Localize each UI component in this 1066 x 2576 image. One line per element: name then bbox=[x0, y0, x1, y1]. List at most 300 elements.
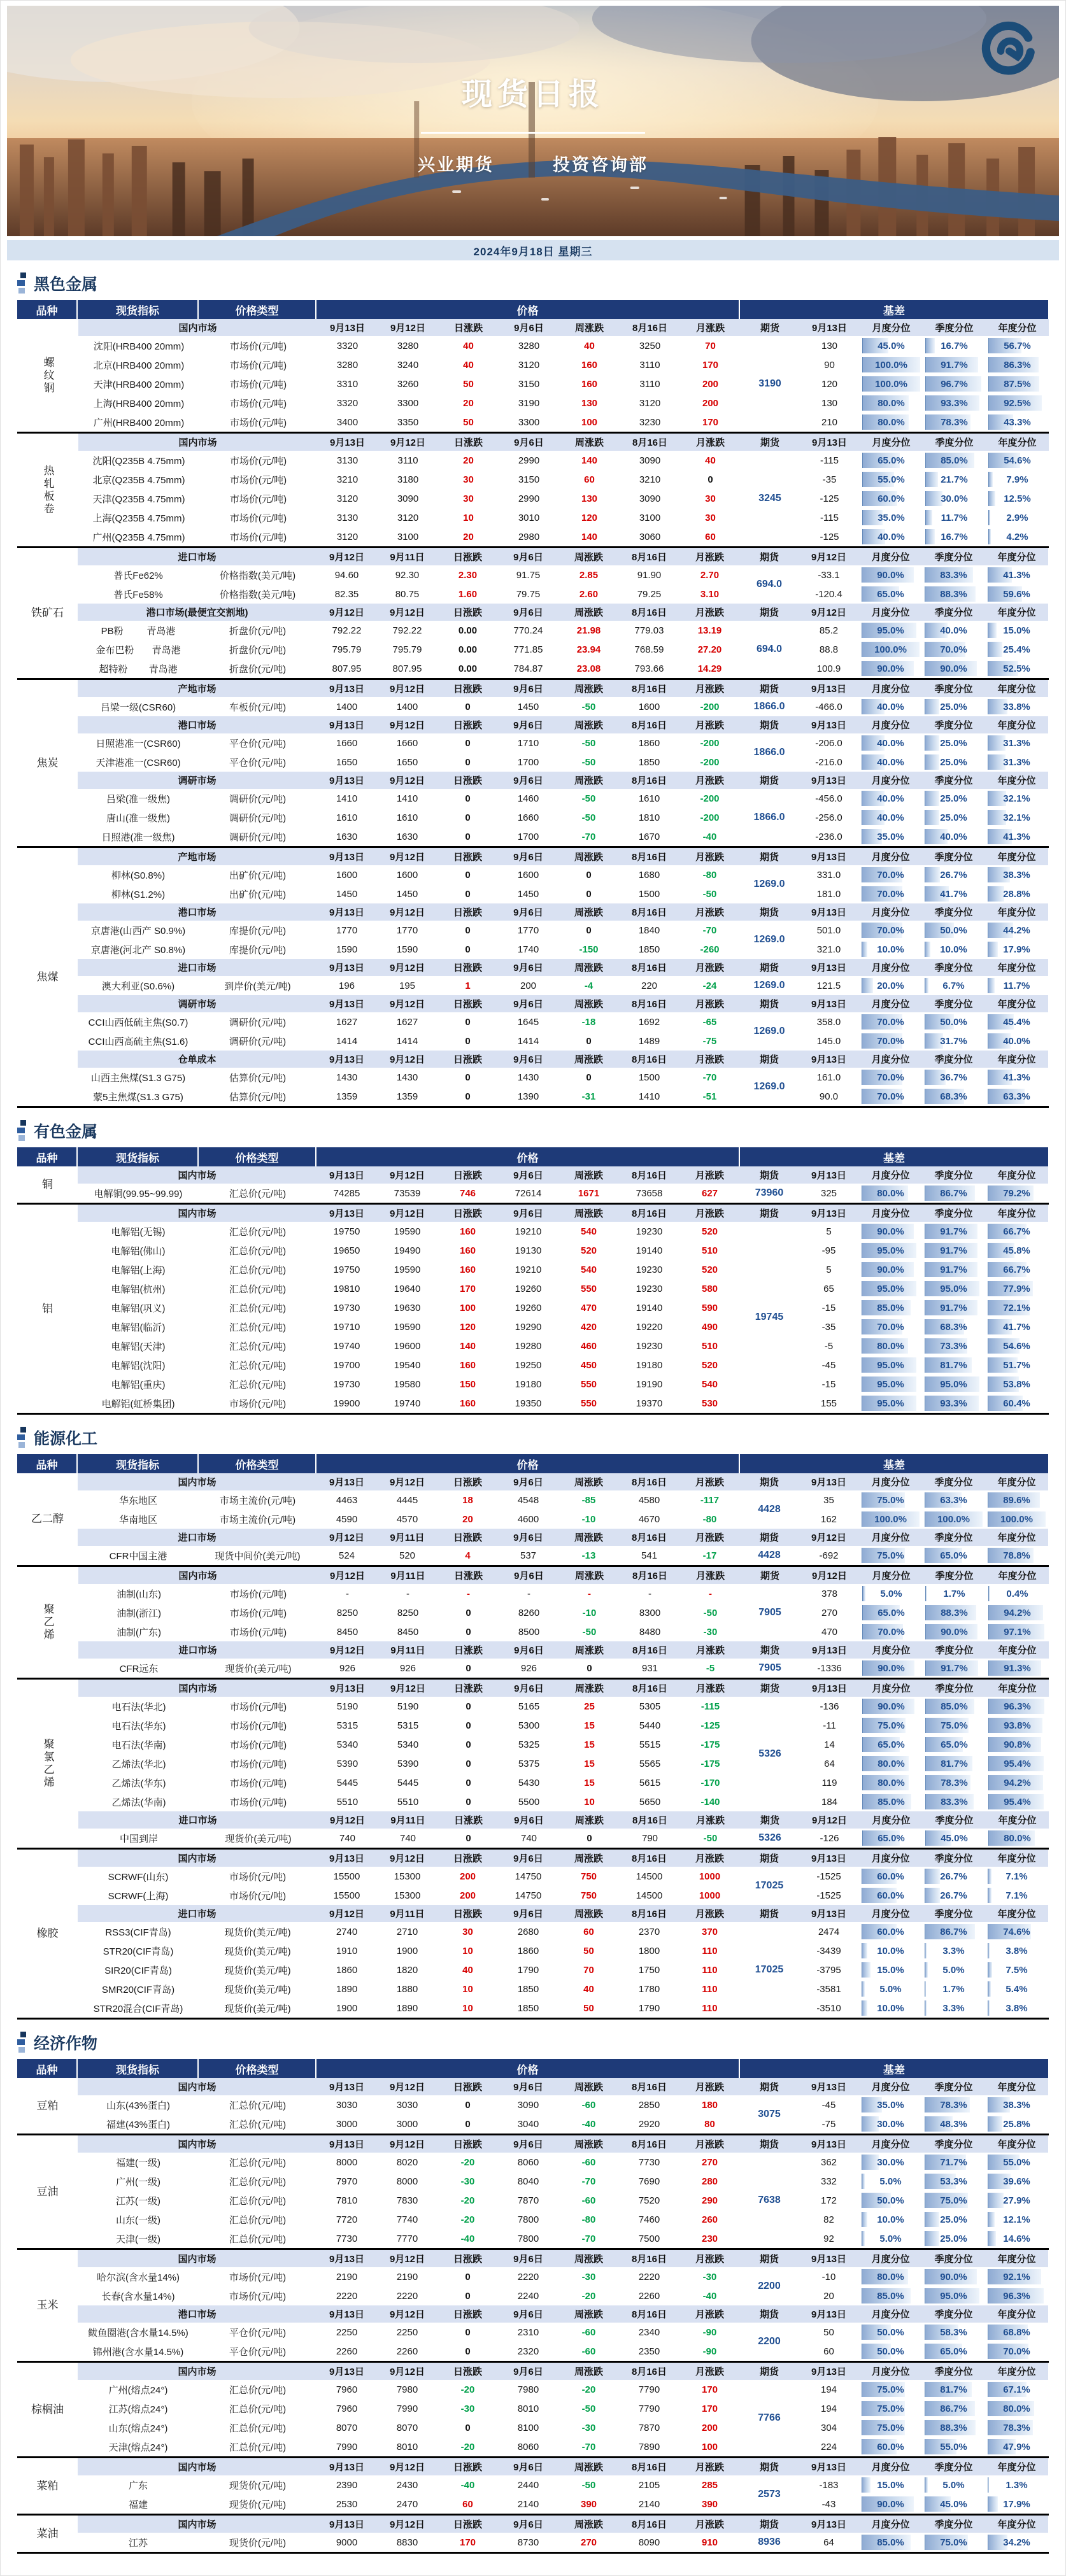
price-type-cell: 现货价(美元/吨) bbox=[224, 1965, 291, 1976]
price-cell: 3260 bbox=[397, 378, 419, 390]
basis-cell: -206.0 bbox=[815, 737, 842, 749]
indicator-cell: 山西主焦煤(S1.3 G75) bbox=[90, 1072, 186, 1084]
price-cell: -50 bbox=[581, 737, 596, 749]
indicator-cell: 电解铜(99.95~99.99) bbox=[94, 1188, 183, 1200]
price-cell: -70 bbox=[581, 2176, 596, 2187]
basis-cell: -256.0 bbox=[815, 812, 842, 823]
column-header: 季度分位 bbox=[935, 1683, 974, 1694]
column-header: 9月13日 bbox=[329, 1683, 366, 1694]
column-header: 年度分位 bbox=[998, 323, 1037, 334]
percentile-cell: 75.0% bbox=[923, 2192, 984, 2209]
percentile-cell: 32.1% bbox=[986, 790, 1047, 807]
percentile-cell: 43.3% bbox=[987, 414, 1048, 430]
column-header: 季度分位 bbox=[934, 2367, 973, 2377]
column-header: 月涨跌 bbox=[695, 1645, 725, 1656]
price-cell: 550 bbox=[580, 1398, 597, 1409]
percentile-cell: 70.0% bbox=[923, 641, 984, 658]
percentile-cell: 70.0% bbox=[860, 1014, 921, 1030]
column-header: 9月12日 bbox=[389, 1170, 425, 1181]
basis-cell: -125 bbox=[820, 493, 839, 504]
price-cell: 2320 bbox=[517, 2346, 539, 2357]
table-row bbox=[78, 1184, 1048, 1203]
basis-cell: 82 bbox=[823, 2214, 834, 2225]
price-type-cell: 市场价(元/吨) bbox=[229, 379, 287, 390]
table-row bbox=[78, 1336, 1048, 1355]
percentile-cell: 4.2% bbox=[987, 528, 1048, 545]
price-cell: 30 bbox=[463, 474, 474, 485]
subtable-header-row bbox=[78, 434, 1049, 451]
table-row bbox=[78, 808, 1048, 827]
price-type-cell: 汇总价(元/吨) bbox=[229, 1341, 287, 1352]
table-row bbox=[78, 1260, 1048, 1279]
column-header: 月度分位 bbox=[871, 2139, 910, 2150]
indicator-cell: 普氏Fe62% bbox=[113, 570, 163, 581]
section-title-text: 有色金属 bbox=[34, 1123, 98, 1141]
price-cell: 1590 bbox=[396, 944, 418, 955]
price-type-cell: 现货价(元/吨) bbox=[229, 2499, 287, 2510]
futures-price: 3245 bbox=[758, 493, 781, 504]
column-header: 日涨跌 bbox=[453, 720, 482, 731]
percentile-cell: 86.3% bbox=[987, 357, 1048, 373]
table-row bbox=[78, 2229, 1048, 2248]
indicator-cell: 电解铝(上海) bbox=[111, 1264, 166, 1276]
percentile-cell: 1.7% bbox=[924, 1585, 984, 1602]
price-cell: 8090 bbox=[638, 2537, 660, 2548]
price-cell: 3120 bbox=[518, 359, 540, 371]
percentile-cell: 65.0% bbox=[861, 452, 921, 469]
table-row bbox=[78, 1829, 1049, 1848]
percentile-cell: 65.0% bbox=[923, 1547, 984, 1564]
variety-label: 棕榈油 bbox=[31, 2403, 64, 2416]
price-cell: 2340 bbox=[638, 2326, 660, 2338]
price-type-cell: 市场价(元/吨) bbox=[229, 1739, 287, 1751]
column-header: 周涨跌 bbox=[574, 775, 603, 786]
column-header: 周涨跌 bbox=[574, 963, 603, 973]
percentile-cell: 75.0% bbox=[860, 2381, 921, 2398]
column-header: 日涨跌 bbox=[453, 607, 482, 618]
percentile-cell: 80.0% bbox=[860, 1338, 921, 1354]
column-header: 9月6日 bbox=[513, 963, 543, 973]
column-header: 月度分位 bbox=[872, 1645, 911, 1656]
variety-group bbox=[17, 2078, 1049, 2134]
price-cell: 3010 bbox=[518, 512, 540, 523]
price-cell: 1850 bbox=[517, 2002, 539, 2014]
column-header: 月涨跌 bbox=[695, 1170, 724, 1181]
price-cell: - bbox=[527, 1588, 530, 1599]
price-cell: 92.30 bbox=[395, 569, 420, 581]
percentile-cell: 78.3% bbox=[923, 2097, 984, 2113]
price-cell: 70 bbox=[705, 340, 716, 351]
basis-cell: -11 bbox=[823, 1720, 836, 1731]
percentile-cell: 11.7% bbox=[986, 977, 1047, 994]
percentile-cell: 40.0% bbox=[860, 754, 921, 770]
price-type-cell: 调研价(元/吨) bbox=[229, 812, 287, 824]
column-header: 9月13日 bbox=[811, 1208, 847, 1219]
price-cell: 510 bbox=[701, 1245, 718, 1256]
percentile-cell: 73.3% bbox=[923, 1338, 984, 1354]
price-type-cell: 平仓价(元/吨) bbox=[229, 757, 287, 768]
column-header: 周涨跌 bbox=[574, 1208, 603, 1219]
price-cell: 7790 bbox=[638, 2403, 660, 2414]
column-header: 9月12日 bbox=[389, 2462, 425, 2473]
table-header-row bbox=[17, 300, 1049, 319]
price-cell: 160 bbox=[459, 1359, 476, 1371]
column-header: 日涨跌 bbox=[453, 1571, 483, 1582]
price-cell: 280 bbox=[701, 2176, 718, 2187]
price-type-cell: 折盘价(元/吨) bbox=[229, 663, 287, 675]
column-header: 期货 bbox=[760, 1815, 779, 1826]
futures-price: 3075 bbox=[758, 2109, 781, 2120]
column-header: 期货 bbox=[760, 1683, 779, 1694]
price-cell: 270 bbox=[701, 2156, 718, 2168]
price-cell: 450 bbox=[580, 1359, 597, 1371]
percentile-cell: 25.0% bbox=[923, 790, 984, 807]
percentile-cell: 25.8% bbox=[986, 2116, 1047, 2132]
column-header: 日涨跌 bbox=[453, 2082, 482, 2093]
market-label: 国内市场 bbox=[178, 1477, 217, 1488]
percentile-cell: 20.0% bbox=[860, 977, 921, 994]
table-row bbox=[78, 1960, 1048, 1979]
percentile-cell: 95.4% bbox=[987, 1755, 1048, 1772]
variety-group bbox=[17, 1565, 1049, 1678]
price-cell: 740 bbox=[399, 1832, 416, 1844]
variety-group bbox=[17, 2248, 1049, 2361]
price-cell: 200 bbox=[459, 1871, 476, 1882]
indicator-cell: 乙烯法(华南) bbox=[111, 1797, 166, 1808]
column-header: 9月12日 bbox=[389, 1054, 425, 1065]
price-cell: 19370 bbox=[636, 1398, 663, 1409]
price-cell: 0 bbox=[465, 1016, 471, 1028]
percentile-cell: 15.0% bbox=[860, 1962, 921, 1978]
price-cell: 15500 bbox=[333, 1871, 360, 1882]
price-type-cell: 市场价(元/吨) bbox=[229, 1759, 287, 1770]
commodity-table bbox=[17, 1454, 1049, 2020]
price-cell: 150 bbox=[459, 1378, 476, 1390]
price-cell: 784.87 bbox=[513, 663, 543, 674]
price-cell: 19230 bbox=[636, 1226, 663, 1237]
subtable-header-row bbox=[78, 1850, 1048, 1867]
column-header: 季度分位 bbox=[934, 1909, 973, 1920]
column-header: 月度分位 bbox=[872, 437, 911, 448]
price-cell: -170 bbox=[700, 1777, 720, 1788]
percentile-cell: 85.0% bbox=[924, 1698, 984, 1715]
indicator-cell: STR20混合(CIF青岛) bbox=[93, 2003, 183, 2014]
percentile-cell: 92.1% bbox=[986, 2268, 1047, 2285]
column-header: 月涨跌 bbox=[695, 2519, 724, 2530]
column-header: 周涨跌 bbox=[574, 1532, 603, 1543]
percentile-cell: 88.3% bbox=[923, 2419, 984, 2436]
price-cell: 0 bbox=[465, 2118, 471, 2130]
column-header: 9月13日 bbox=[811, 437, 848, 448]
percentile-cell: 16.7% bbox=[924, 337, 984, 354]
price-cell: 8070 bbox=[396, 2422, 418, 2433]
basis-cell: 270 bbox=[821, 1607, 838, 1618]
price-cell: 3280 bbox=[397, 340, 419, 351]
section-title-text: 能源化工 bbox=[34, 1430, 98, 1448]
price-type-cell: 现货价(美元/吨) bbox=[224, 1984, 291, 1995]
price-cell: 220 bbox=[641, 980, 658, 991]
price-cell: -80 bbox=[581, 2214, 596, 2225]
column-header: 9月6日 bbox=[513, 720, 543, 731]
price-cell: -75 bbox=[702, 1035, 717, 1047]
indicator-cell: 广州(Q235B 4.75mm) bbox=[92, 532, 185, 543]
basis-cell: 181.0 bbox=[816, 888, 841, 900]
column-header: 8月16日 bbox=[631, 852, 667, 863]
price-cell: 30 bbox=[705, 512, 716, 523]
city-skyline-photo bbox=[7, 6, 1059, 236]
column-header: 周涨跌 bbox=[574, 1683, 604, 1694]
price-cell: 3120 bbox=[336, 493, 359, 504]
price-cell: 0 bbox=[465, 2346, 471, 2357]
column-header: 月涨跌 bbox=[695, 2254, 724, 2265]
price-cell: 750 bbox=[580, 1871, 597, 1882]
price-cell: 5430 bbox=[518, 1777, 540, 1788]
column-header: 月涨跌 bbox=[695, 437, 725, 448]
price-cell: 19810 bbox=[333, 1283, 360, 1294]
price-type-cell: 调研价(元/吨) bbox=[229, 1036, 287, 1047]
futures-price: 17025 bbox=[755, 1880, 784, 1891]
price-cell: 0.00 bbox=[458, 663, 478, 674]
commodity-table bbox=[17, 2059, 1049, 2554]
subtable-header-row bbox=[78, 2458, 1048, 2475]
price-cell: 5340 bbox=[397, 1739, 419, 1750]
column-header: 月涨跌 bbox=[695, 1054, 724, 1065]
price-cell: 1890 bbox=[396, 2002, 418, 2014]
percentile-cell: 88.3% bbox=[923, 586, 984, 602]
column-header: 8月16日 bbox=[632, 1683, 668, 1694]
price-cell: 10 bbox=[584, 1796, 595, 1808]
price-cell: -117 bbox=[700, 1494, 720, 1506]
price-cell: 19230 bbox=[636, 1283, 663, 1294]
column-header: 年度分位 bbox=[997, 607, 1036, 618]
basis-cell: -115 bbox=[820, 512, 839, 523]
column-header: 周涨跌 bbox=[574, 2462, 603, 2473]
indicator-cell: 中国到岸 bbox=[119, 1833, 158, 1844]
indicator-cell: 天津(熔点24°) bbox=[108, 2442, 168, 2453]
percentile-cell: 40.0% bbox=[860, 735, 921, 751]
price-cell: 7730 bbox=[336, 2233, 358, 2244]
column-header: 周涨跌 bbox=[574, 999, 603, 1010]
percentile-cell: 35.0% bbox=[860, 828, 921, 845]
table-row bbox=[78, 621, 1048, 640]
column-header: 9月12日 bbox=[329, 1571, 366, 1582]
column-header: 月涨跌 bbox=[695, 607, 724, 618]
percentile-cell: 32.1% bbox=[986, 809, 1047, 826]
price-cell: 1850 bbox=[638, 756, 660, 768]
table-row bbox=[78, 753, 1048, 772]
section-title bbox=[17, 1119, 1049, 1142]
column-header: 8月16日 bbox=[631, 999, 667, 1010]
percentile-cell: 95.0% bbox=[860, 1376, 921, 1392]
variety-group bbox=[17, 1848, 1049, 2018]
percentile-cell: 81.7% bbox=[923, 2381, 984, 2398]
price-cell: 3280 bbox=[518, 340, 540, 351]
indicator-cell: SIR20(CIF青岛) bbox=[104, 1965, 172, 1976]
percentile-cell: 100.0% bbox=[860, 641, 921, 658]
price-cell: 1770 bbox=[336, 924, 358, 936]
price-cell: 19250 bbox=[515, 1359, 542, 1371]
column-header: 9月13日 bbox=[329, 2254, 365, 2265]
column-header: 月度分位 bbox=[871, 552, 910, 563]
price-cell: 19540 bbox=[394, 1359, 421, 1371]
column-header: 9月12日 bbox=[811, 552, 847, 563]
price-cell: 8040 bbox=[517, 2176, 539, 2187]
percentile-cell: 25.0% bbox=[923, 809, 984, 826]
price-cell: 60 bbox=[705, 531, 716, 542]
price-cell: 5340 bbox=[336, 1739, 359, 1750]
price-cell: 1430 bbox=[336, 1072, 358, 1083]
price-cell: -40 bbox=[702, 2290, 717, 2302]
price-cell: 0 bbox=[465, 2422, 471, 2433]
column-header: 日涨跌 bbox=[453, 1208, 482, 1219]
price-cell: 1860 bbox=[517, 1945, 539, 1957]
column-header: 9月6日 bbox=[514, 323, 544, 334]
title-divider bbox=[421, 132, 645, 134]
market-label: 国内市场 bbox=[178, 1853, 217, 1864]
column-header: 月度分位 bbox=[871, 1477, 910, 1488]
futures-price: 2200 bbox=[758, 2336, 781, 2347]
column-header: 年度分位 bbox=[997, 1909, 1036, 1920]
table-row bbox=[78, 1584, 1049, 1603]
percentile-cell: 91.7% bbox=[924, 1660, 984, 1676]
percentile-cell: 86.7% bbox=[923, 2400, 984, 2417]
price-cell: 7770 bbox=[396, 2233, 418, 2244]
column-header: 日涨跌 bbox=[453, 999, 482, 1010]
table-row bbox=[78, 2533, 1048, 2552]
subtable-header-row bbox=[78, 1473, 1048, 1490]
table-row bbox=[78, 1999, 1048, 2018]
basis-cell: -125 bbox=[820, 531, 839, 542]
price-cell: 1880 bbox=[396, 1983, 418, 1995]
column-header: 9月6日 bbox=[513, 2082, 543, 2093]
price-cell: -30 bbox=[581, 2271, 596, 2282]
column-header: 日涨跌 bbox=[453, 1909, 482, 1920]
variety-group bbox=[17, 319, 1049, 432]
percentile-cell: 10.0% bbox=[860, 2211, 921, 2228]
column-header: 9月11日 bbox=[390, 1532, 425, 1543]
column-header: 周涨跌 bbox=[574, 1853, 603, 1864]
table-row bbox=[78, 1375, 1048, 1394]
price-cell: 260 bbox=[701, 2214, 718, 2225]
price-cell: -20 bbox=[460, 2195, 475, 2206]
price-cell: 1680 bbox=[638, 869, 660, 881]
price-cell: 100 bbox=[701, 2441, 718, 2452]
price-cell: 20 bbox=[463, 397, 474, 409]
column-header: 9月13日 bbox=[811, 775, 847, 786]
price-type-cell: 市场价(元/吨) bbox=[229, 1720, 287, 1732]
price-cell: 40 bbox=[705, 455, 716, 466]
price-cell: 8060 bbox=[517, 2441, 539, 2452]
price-type-cell: 汇总价(元/吨) bbox=[229, 2214, 287, 2226]
percentile-cell: 26.7% bbox=[923, 1887, 984, 1904]
percentile-cell: 40.0% bbox=[860, 698, 921, 715]
price-cell: 1627 bbox=[396, 1016, 418, 1028]
indicator-cell: SCRWF(上海) bbox=[108, 1890, 169, 1902]
indicator-cell: 上海(HRB400 20mm) bbox=[93, 398, 185, 409]
price-cell: 8450 bbox=[397, 1626, 419, 1638]
column-header: 年度分位 bbox=[997, 999, 1036, 1010]
percentile-cell: 31.7% bbox=[923, 1033, 984, 1049]
price-cell: 30 bbox=[462, 1926, 473, 1937]
table-row bbox=[78, 865, 1048, 884]
price-cell: 79.25 bbox=[637, 588, 662, 600]
price-cell: 2980 bbox=[518, 531, 540, 542]
indicator-cell: PB粉 青岛港 bbox=[101, 625, 176, 637]
futures-price: 8936 bbox=[758, 2537, 781, 2547]
price-type-cell: 汇总价(元/吨) bbox=[229, 2403, 287, 2415]
percentile-cell: 94.2% bbox=[987, 1604, 1048, 1621]
price-cell: 0 bbox=[465, 756, 471, 768]
price-type-cell: 汇总价(元/吨) bbox=[229, 1360, 287, 1371]
percentile-cell: 26.7% bbox=[923, 867, 984, 883]
futures-price: 2200 bbox=[758, 2281, 781, 2291]
header-cell: 基差 bbox=[740, 1147, 1048, 1166]
price-cell: 0 bbox=[465, 869, 471, 881]
price-cell: 520 bbox=[701, 1226, 718, 1237]
column-header: 9月12日 bbox=[389, 2139, 425, 2150]
price-type-cell: 汇总价(元/吨) bbox=[229, 1322, 287, 1333]
percentile-cell: 94.2% bbox=[987, 1774, 1048, 1791]
column-header: 月涨跌 bbox=[695, 552, 724, 563]
column-header: 8月16日 bbox=[632, 1645, 668, 1656]
column-header: 9月6日 bbox=[513, 999, 543, 1010]
column-header: 年度分位 bbox=[997, 852, 1036, 863]
price-cell: 70 bbox=[583, 1964, 594, 1976]
variety-label: 铜 bbox=[42, 1178, 53, 1191]
price-cell: 2920 bbox=[638, 2118, 660, 2130]
price-cell: 2220 bbox=[336, 2290, 358, 2302]
table-row bbox=[78, 697, 1048, 716]
price-cell: 520 bbox=[580, 1245, 597, 1256]
price-cell: 1700 bbox=[517, 831, 539, 842]
price-type-cell: 现货价(元/吨) bbox=[229, 2480, 287, 2491]
price-cell: 23.08 bbox=[576, 663, 601, 674]
column-header: 季度分位 bbox=[934, 720, 973, 731]
price-cell: 3320 bbox=[336, 340, 359, 351]
price-cell: 7810 bbox=[336, 2195, 358, 2206]
column-header: 8月16日 bbox=[631, 1853, 667, 1864]
percentile-cell: 70.0% bbox=[860, 886, 921, 902]
column-header: 季度分位 bbox=[935, 1645, 974, 1656]
column-header: 年度分位 bbox=[997, 552, 1036, 563]
percentile-cell: 5.0% bbox=[861, 1585, 921, 1602]
section-bullet-icon bbox=[17, 1427, 27, 1448]
column-header: 年度分位 bbox=[998, 1815, 1037, 1826]
indicator-cell: 长春(含水量14%) bbox=[101, 2291, 175, 2302]
column-header: 月度分位 bbox=[872, 1815, 911, 1826]
price-cell: 8480 bbox=[639, 1626, 661, 1638]
column-header: 期货 bbox=[759, 1477, 779, 1488]
column-header: 9月13日 bbox=[329, 1208, 365, 1219]
price-cell: 2430 bbox=[396, 2479, 418, 2491]
column-header: 9月6日 bbox=[514, 1683, 544, 1694]
column-header: 年度分位 bbox=[998, 1645, 1037, 1656]
commodity-table bbox=[17, 300, 1049, 1108]
indicator-cell: 油制(广东) bbox=[117, 1627, 161, 1638]
percentile-cell: 95.0% bbox=[860, 1395, 921, 1412]
table-header-row bbox=[17, 1454, 1049, 1473]
price-type-cell: 现货价(美元/吨) bbox=[225, 1663, 292, 1674]
percentile-cell: 35.0% bbox=[861, 509, 921, 526]
price-cell: 3090 bbox=[397, 493, 419, 504]
column-header: 8月16日 bbox=[631, 720, 667, 731]
variety-group bbox=[17, 2361, 1049, 2456]
price-cell: 0 bbox=[586, 869, 592, 881]
price-cell: 19210 bbox=[515, 1264, 542, 1275]
basis-cell: 85.2 bbox=[819, 625, 839, 636]
percentile-cell: 34.2% bbox=[986, 2534, 1047, 2551]
price-cell: 1359 bbox=[336, 1091, 358, 1102]
